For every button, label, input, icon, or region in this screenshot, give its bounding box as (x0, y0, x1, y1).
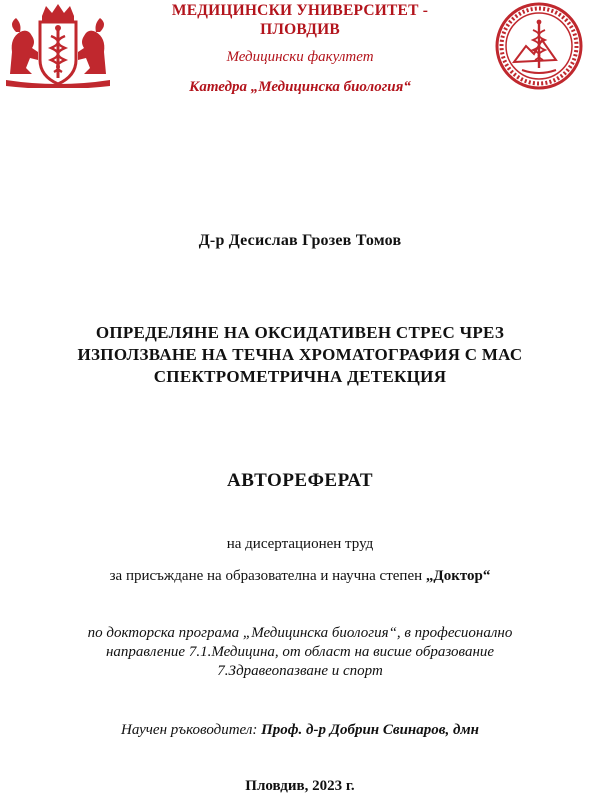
coat-of-arms-logo (2, 2, 114, 88)
place-and-year: Пловдив, 2023 г. (245, 778, 355, 794)
title-line-3: СПЕКТРОМЕТРИЧНА ДЕТЕКЦИЯ (153, 367, 447, 386)
title-line-1: ОПРЕДЕЛЯНЕ НА ОКСИДАТИВЕН СТРЕС ЧРЕЗ (95, 323, 505, 342)
supervisor-line (0, 722, 600, 739)
program-line-2: направление 7.1.Медицина, от област на висше образование (105, 644, 495, 660)
on-work-line: на дисертационен труд (226, 536, 374, 552)
degree-line (0, 568, 600, 585)
faculty-name: Медицински факултет (226, 49, 374, 65)
program-line-1: по докторска програма „Медицинска биология“, в професионално (87, 625, 513, 641)
title-line-2: ИЗПОЛЗВАНЕ НА ТЕЧНА ХРОМАТОГРАФИЯ С МАС (77, 345, 523, 364)
university-seal-logo (484, 0, 594, 92)
university-name (120, 1, 480, 39)
university-name-line2: ПЛОВДИВ (260, 21, 340, 38)
department-name: Катедра „Медицинска биология“ (189, 79, 411, 95)
supervisor-label: Научен ръководител: (120, 722, 262, 738)
supervisor-name: Проф. д-р Добрин Свинаров, дмн (261, 722, 479, 738)
dissertation-title (30, 322, 570, 388)
document-type: АВТОРЕФЕРАТ (226, 470, 373, 491)
degree-prefix: за присъждане на образователна и научна степен (109, 568, 426, 584)
university-name-line1: МЕДИЦИНСКИ УНИВЕРСИТЕТ - (171, 2, 429, 19)
degree-name: „Доктор“ (425, 568, 491, 584)
author-name: Д-р Десислав Грозев Томов (198, 232, 402, 249)
doctoral-program (20, 624, 580, 681)
program-line-3: 7.Здравеопазване и спорт (217, 663, 383, 679)
